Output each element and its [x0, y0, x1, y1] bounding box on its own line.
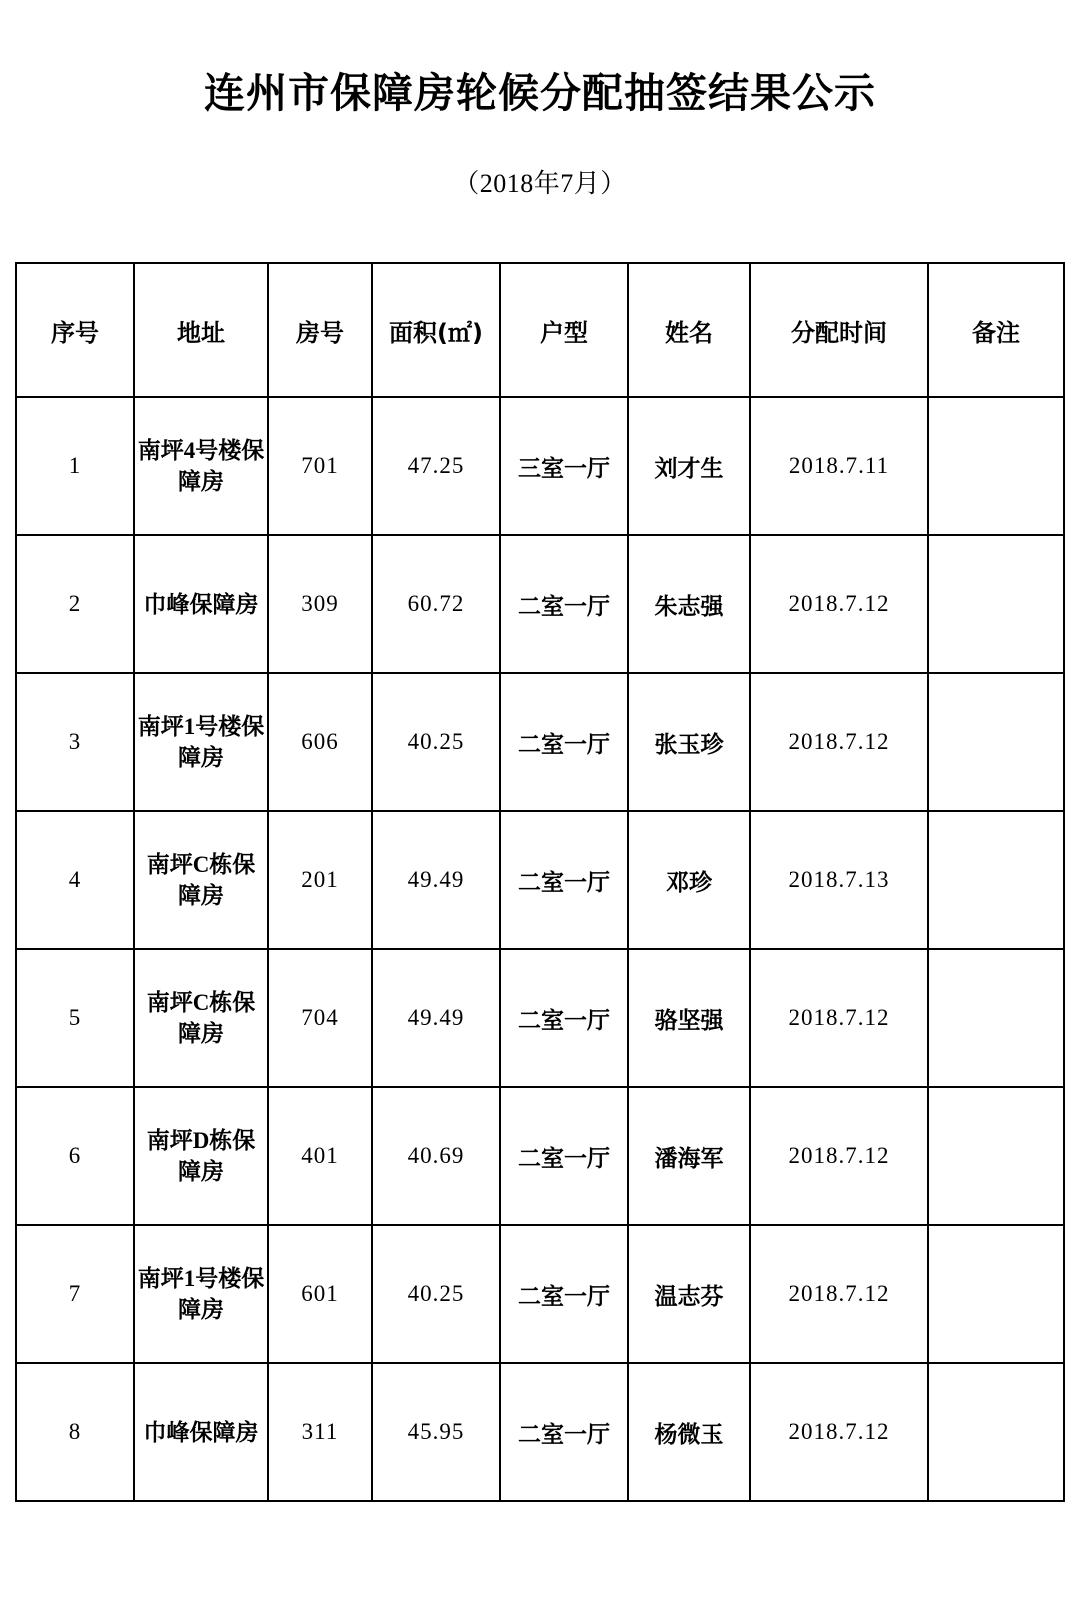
cell-note [928, 1087, 1064, 1225]
cell-area: 49.49 [372, 811, 500, 949]
cell-address: 南坪1号楼保障房 [134, 1225, 268, 1363]
cell-type: 二室一厅 [500, 535, 628, 673]
cell-note [928, 811, 1064, 949]
cell-address: 巾峰保障房 [134, 1363, 268, 1501]
cell-address: 南坪4号楼保障房 [134, 397, 268, 535]
cell-type: 二室一厅 [500, 1363, 628, 1501]
column-header-type: 户型 [500, 263, 628, 397]
page-subtitle: （2018年7月） [453, 169, 627, 199]
cell-index: 5 [16, 949, 134, 1087]
cell-address: 南坪D栋保障房 [134, 1087, 268, 1225]
cell-note [928, 535, 1064, 673]
cell-name: 邓珍 [628, 811, 750, 949]
column-header-name: 姓名 [628, 263, 750, 397]
table-row [16, 811, 1064, 949]
cell-type: 二室一厅 [500, 673, 628, 811]
cell-room: 606 [268, 673, 372, 811]
cell-type: 二室一厅 [500, 811, 628, 949]
table-row [16, 673, 1064, 811]
table-row [16, 949, 1064, 1087]
cell-area: 40.25 [372, 1225, 500, 1363]
cell-room: 309 [268, 535, 372, 673]
cell-index: 8 [16, 1363, 134, 1501]
cell-note [928, 1225, 1064, 1363]
cell-type: 二室一厅 [500, 1225, 628, 1363]
cell-name: 温志芬 [628, 1225, 750, 1363]
table-row [16, 397, 1064, 535]
cell-type: 二室一厅 [500, 949, 628, 1087]
cell-index: 1 [16, 397, 134, 535]
cell-date: 2018.7.12 [750, 673, 928, 811]
cell-address: 南坪C栋保障房 [134, 811, 268, 949]
cell-index: 4 [16, 811, 134, 949]
table-row [16, 535, 1064, 673]
cell-type: 二室一厅 [500, 1087, 628, 1225]
cell-room: 701 [268, 397, 372, 535]
table-header [16, 263, 1064, 397]
table-row [16, 1087, 1064, 1225]
column-header-room: 房号 [268, 263, 372, 397]
cell-index: 7 [16, 1225, 134, 1363]
column-header-note: 备注 [928, 263, 1064, 397]
cell-room: 311 [268, 1363, 372, 1501]
cell-date: 2018.7.11 [750, 397, 928, 535]
table-row [16, 1363, 1064, 1501]
cell-address: 巾峰保障房 [134, 535, 268, 673]
column-header-date: 分配时间 [750, 263, 928, 397]
cell-note [928, 1363, 1064, 1501]
column-header-index: 序号 [16, 263, 134, 397]
cell-area: 49.49 [372, 949, 500, 1087]
cell-date: 2018.7.12 [750, 1225, 928, 1363]
page-title: 连州市保障房轮候分配抽签结果公示 [204, 69, 876, 117]
cell-room: 201 [268, 811, 372, 949]
cell-index: 2 [16, 535, 134, 673]
cell-index: 3 [16, 673, 134, 811]
cell-room: 401 [268, 1087, 372, 1225]
cell-date: 2018.7.12 [750, 535, 928, 673]
cell-room: 704 [268, 949, 372, 1087]
cell-area: 40.69 [372, 1087, 500, 1225]
table-header-row [16, 263, 1064, 397]
cell-name: 张玉珍 [628, 673, 750, 811]
allocation-result-table [15, 262, 1065, 1502]
cell-name: 潘海军 [628, 1087, 750, 1225]
cell-name: 刘才生 [628, 397, 750, 535]
column-header-address: 地址 [134, 263, 268, 397]
cell-area: 45.95 [372, 1363, 500, 1501]
cell-name: 骆坚强 [628, 949, 750, 1087]
cell-area: 40.25 [372, 673, 500, 811]
cell-name: 杨微玉 [628, 1363, 750, 1501]
cell-date: 2018.7.12 [750, 1087, 928, 1225]
column-header-area: 面积(㎡) [372, 263, 500, 397]
cell-type: 三室一厅 [500, 397, 628, 535]
cell-area: 60.72 [372, 535, 500, 673]
cell-date: 2018.7.12 [750, 1363, 928, 1501]
cell-date: 2018.7.13 [750, 811, 928, 949]
cell-area: 47.25 [372, 397, 500, 535]
table-container [0, 200, 1080, 1502]
table-body [16, 397, 1064, 1501]
cell-note [928, 673, 1064, 811]
cell-date: 2018.7.12 [750, 949, 928, 1087]
table-row [16, 1225, 1064, 1363]
cell-address: 南坪1号楼保障房 [134, 673, 268, 811]
cell-note [928, 949, 1064, 1087]
cell-address: 南坪C栋保障房 [134, 949, 268, 1087]
cell-note [928, 397, 1064, 535]
cell-index: 6 [16, 1087, 134, 1225]
cell-name: 朱志强 [628, 535, 750, 673]
cell-room: 601 [268, 1225, 372, 1363]
